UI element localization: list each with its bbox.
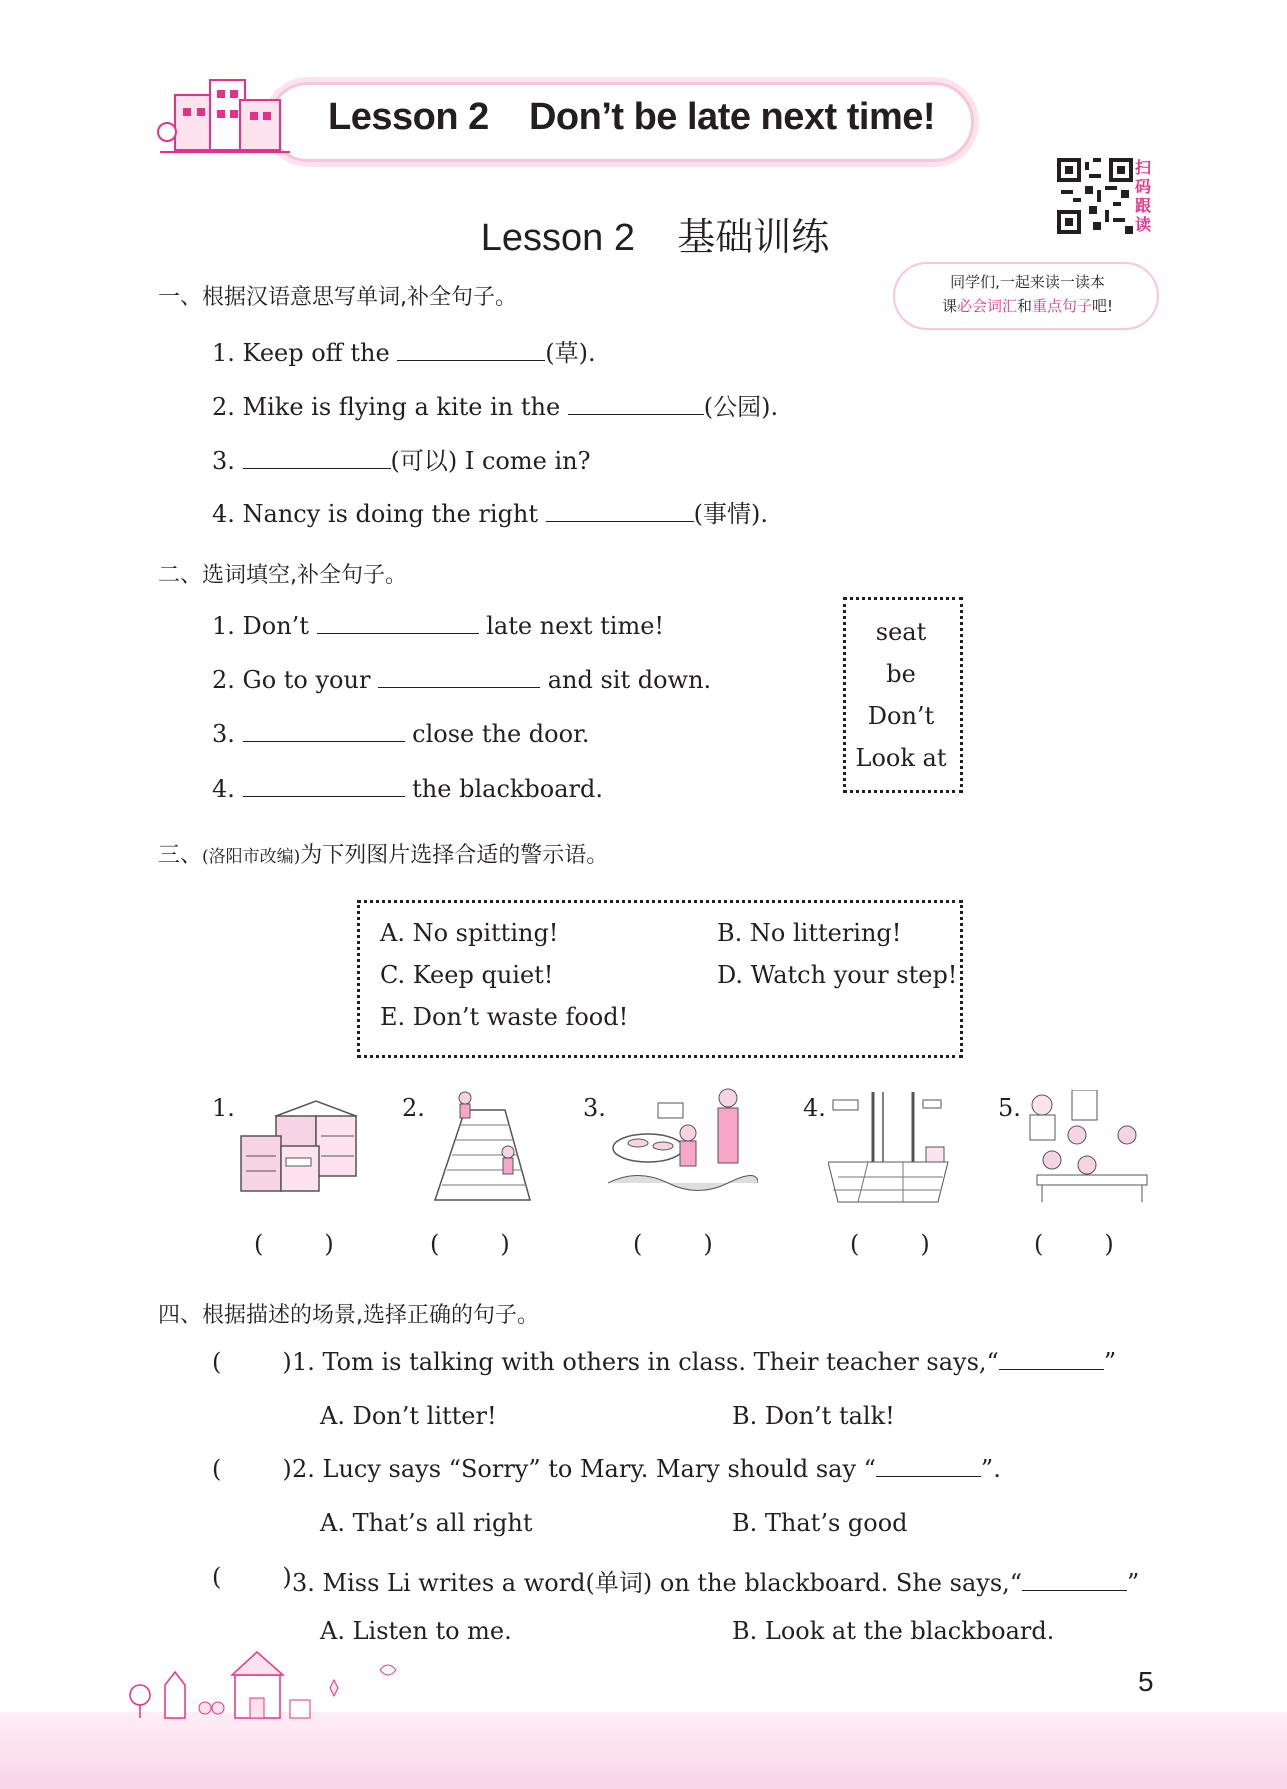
s1-q4: 4. Nancy is doing the right (事情). [212,500,769,528]
lesson-title: Lesson 2 Don’t be late next time! [328,96,936,138]
answer-blank[interactable]: ( ) [212,1455,292,1483]
section-1-heading: 一、根据汉语意思写单词,补全句子。 [158,285,517,310]
building-picture [236,1096,361,1201]
s2-q3-blank[interactable] [243,721,405,742]
restaurant-picture [608,1088,758,1203]
s4-q3: 3. Miss Li writes a word(单词) on the blackboard. She says,“ ” [292,1569,1140,1597]
stairs-picture [430,1090,540,1202]
answer-blank[interactable]: ( ) [1034,1230,1114,1258]
picture-number: 2. [402,1094,425,1122]
s4-q2: 2. Lucy says “Sorry” to Mary. Mary should say “ ”. [292,1455,1001,1483]
word-box-item: seat [875,618,927,646]
qr-label: 扫码跟读 [1135,158,1152,234]
answer-blank[interactable]: ( ) [633,1230,713,1258]
answer-blank[interactable]: ( ) [212,1348,292,1376]
s4-q1-option-a: A. Don’t litter! [320,1402,497,1430]
s4-q3-blank[interactable] [1022,1570,1127,1591]
library-picture [1022,1090,1152,1205]
s4-q3-option-b: B. Look at the blackboard. [732,1617,1055,1645]
s1-q4-blank[interactable] [546,501,694,522]
picture-number: 4. [803,1094,826,1122]
answer-blank[interactable]: ( ) [850,1230,930,1258]
option-d: D. Watch your step! [717,961,958,989]
s1-q1: 1. Keep off the (草). [212,339,596,367]
word-box [843,597,963,793]
s2-q4-blank[interactable] [243,776,405,797]
s2-q1: 1. Don’t late next time! [212,612,665,640]
s1-q3-blank[interactable] [243,448,391,469]
section-3-heading: 三、(洛阳市改编)为下列图片选择合适的警示语。 [158,843,609,868]
word-box-item: be [886,660,916,688]
bubble-line-1: 同学们,一起来读一读本 [950,273,1105,291]
answer-blank[interactable]: ( ) [430,1230,510,1258]
picture-number: 3. [583,1094,606,1122]
s2-q2: 2. Go to your and sit down. [212,666,712,694]
footer-town-illustration [120,1650,420,1720]
footer-band [0,1712,1287,1789]
wet-floor-picture [828,1092,953,1204]
page-subtitle: Lesson 2 基础训练 [480,217,830,259]
section-2-heading: 二、选词填空,补全句子。 [158,563,407,588]
s2-q1-blank[interactable] [317,613,479,634]
option-b: B. No littering! [717,919,902,947]
bubble-line-2: 课必会词汇和重点句子吧! [941,297,1114,315]
bubble-text [905,270,1150,318]
answer-blank[interactable]: ( ) [254,1230,334,1258]
s2-q4: 4. the blackboard. [212,775,604,803]
s1-q1-blank[interactable] [397,340,545,361]
s4-q3-option-a: A. Listen to me. [320,1617,512,1645]
options-box [357,900,963,1058]
answer-blank[interactable]: ( ) [212,1563,292,1591]
s1-q3: 3. (可以) I come in? [212,447,591,475]
section-4-heading: 四、根据描述的场景,选择正确的句子。 [158,1303,539,1328]
s4-q2-option-b: B. That’s good [732,1509,908,1537]
s4-q1: 1. Tom is talking with others in class. Their teacher says,“ ” [292,1348,1117,1376]
option-a: A. No spitting! [380,919,559,947]
option-e: E. Don’t waste food! [380,1003,629,1031]
s4-q2-option-a: A. That’s all right [320,1509,533,1537]
s4-q2-blank[interactable] [876,1456,981,1477]
picture-number: 5. [998,1094,1021,1122]
s4-q1-option-b: B. Don’t talk! [732,1402,895,1430]
s2-q3: 3. close the door. [212,720,590,748]
school-building-illustration [155,70,295,165]
s2-q2-blank[interactable] [378,667,540,688]
qr-code-icon[interactable] [1057,158,1133,234]
s4-q1-blank[interactable] [999,1349,1104,1370]
option-c: C. Keep quiet! [380,961,554,989]
picture-number: 1. [212,1094,235,1122]
s1-q2: 2. Mike is flying a kite in the (公园). [212,393,779,421]
word-box-item: Don’t [867,702,935,730]
s1-q2-blank[interactable] [568,394,704,415]
page-number: 5 [1138,1666,1154,1697]
word-box-item: Look at [855,744,947,772]
